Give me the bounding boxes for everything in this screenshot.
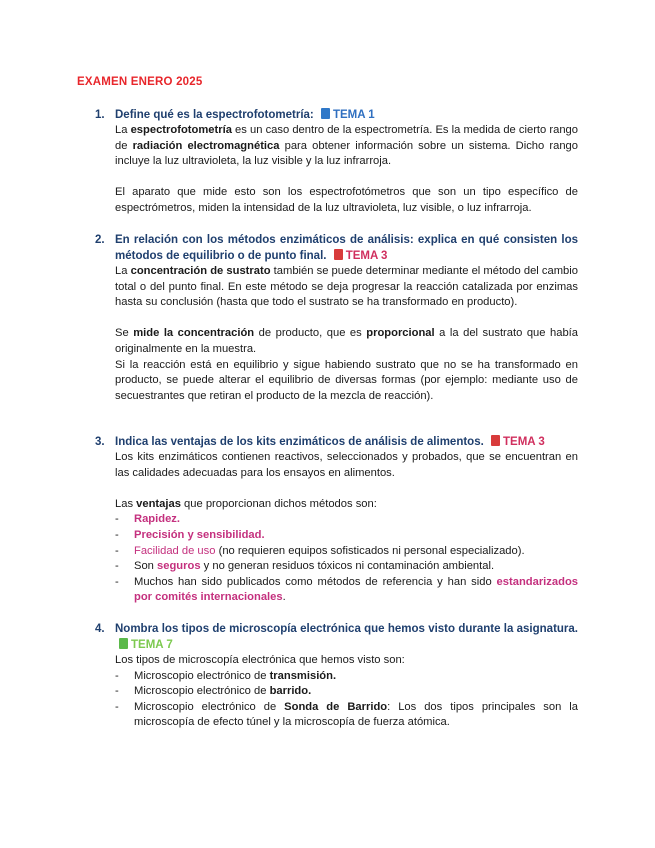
tema-label: TEMA 3 bbox=[345, 250, 388, 262]
list-item: - Microscopio electrónico de transmisión. bbox=[115, 669, 337, 682]
list-item: - Son seguros y no generan residuos tóxicos ni contaminación ambiental. bbox=[115, 560, 495, 573]
answer-paragraph: La espectrofotometría es un caso dentro de la espectrometría. Es la medida de cierto rango de radiación electromagnética para obtener información sobre un sistema. Dicho rango incluye la luz ultravioleta, la luz visible y la luz infrarroja. bbox=[115, 124, 578, 168]
question-text: Nombra los tipos de microscopía electrónica que hemos visto durante la asignatura. bbox=[115, 623, 578, 635]
blue-book-icon bbox=[321, 108, 330, 119]
question-number: 2. bbox=[95, 234, 105, 246]
question-1-heading bbox=[95, 107, 578, 123]
advantages-list bbox=[115, 512, 578, 606]
answer-1 bbox=[95, 123, 578, 217]
list-item: - Muchos han sido publicados como métodos de referencia y han sido estandarizados por comités internacionales. bbox=[115, 575, 578, 604]
microscopy-list bbox=[115, 669, 578, 731]
red-book-icon bbox=[491, 435, 500, 446]
answer-paragraph: Los kits enzimáticos contienen reactivos, seleccionados y probados, que se encuentran en las calidades adecuadas para los ensayos en alimentos. bbox=[115, 451, 578, 479]
question-4-heading bbox=[95, 621, 578, 653]
answer-paragraph: Los tipos de microscopía electrónica que hemos visto son: bbox=[115, 654, 405, 666]
answer-3 bbox=[95, 450, 578, 606]
question-text: Indica las ventajas de los kits enzimáticos de análisis de alimentos. bbox=[115, 436, 484, 448]
question-2 bbox=[95, 232, 578, 404]
list-item: - Precisión y sensibilidad. bbox=[115, 528, 265, 541]
list-item: - Facilidad de uso (no requieren equipos sofisticados ni personal especializado). bbox=[115, 544, 525, 557]
question-3 bbox=[95, 434, 578, 606]
exam-title: EXAMEN ENERO 2025 bbox=[77, 76, 203, 88]
list-item: - Rapidez. bbox=[115, 513, 181, 526]
list-item: - Microscopio electrónico de Sonda de Barrido: Los dos tipos principales son la microscopía de efecto túnel y la microscopía de fuerza atómica. bbox=[115, 700, 578, 729]
question-1 bbox=[95, 107, 578, 217]
question-2-heading bbox=[95, 232, 578, 264]
answer-paragraph: El aparato que mide esto son los espectrofotómetros que son un tipo específico de espectrómetros, miden la intensidad de la luz ultravioleta, luz visible, o luz infrarroja. bbox=[115, 186, 578, 214]
answer-paragraph: Se mide la concentración de producto, que es proporcional a la del sustrato que había originalmente en la muestra. bbox=[115, 327, 579, 355]
answer-paragraph: La concentración de sustrato también se puede determinar mediante el método del cambio total o del punto final. En este método se deja progresar la reacción catalizada por enzimas hasta su conclusión (hasta que todo el sustrato se ha transformado en producto). bbox=[115, 265, 578, 309]
green-book-icon bbox=[119, 638, 128, 649]
red-book-icon bbox=[334, 249, 343, 260]
tema-label: TEMA 7 bbox=[131, 639, 173, 651]
tema-label: TEMA 1 bbox=[332, 109, 375, 121]
answer-paragraph: Las ventajas que proporcionan dichos métodos son: bbox=[115, 497, 377, 510]
question-number: 1. bbox=[95, 109, 105, 121]
question-number: 4. bbox=[95, 623, 105, 635]
question-text: En relación con los métodos enzimáticos de análisis: explica en qué consisten los métodos de equilibrio o de punto final. bbox=[115, 234, 578, 262]
question-number: 3. bbox=[95, 436, 105, 448]
answer-2 bbox=[95, 264, 578, 404]
question-text: Define qué es la espectrofotometría: bbox=[115, 109, 314, 121]
tema-label: TEMA 3 bbox=[503, 436, 545, 448]
list-item: - Microscopio electrónico de barrido. bbox=[115, 685, 312, 698]
answer-paragraph: Si la reacción está en equilibrio y sigue habiendo sustrato que no se ha transformado en producto, se puede alterar el equilibrio de diversas formas (por ejemplo: mediante uso de secuestrantes que retiran el producto de la mezcla de reacción). bbox=[115, 358, 578, 402]
question-4 bbox=[95, 621, 578, 731]
question-3-heading bbox=[95, 434, 578, 450]
answer-4 bbox=[95, 653, 578, 731]
